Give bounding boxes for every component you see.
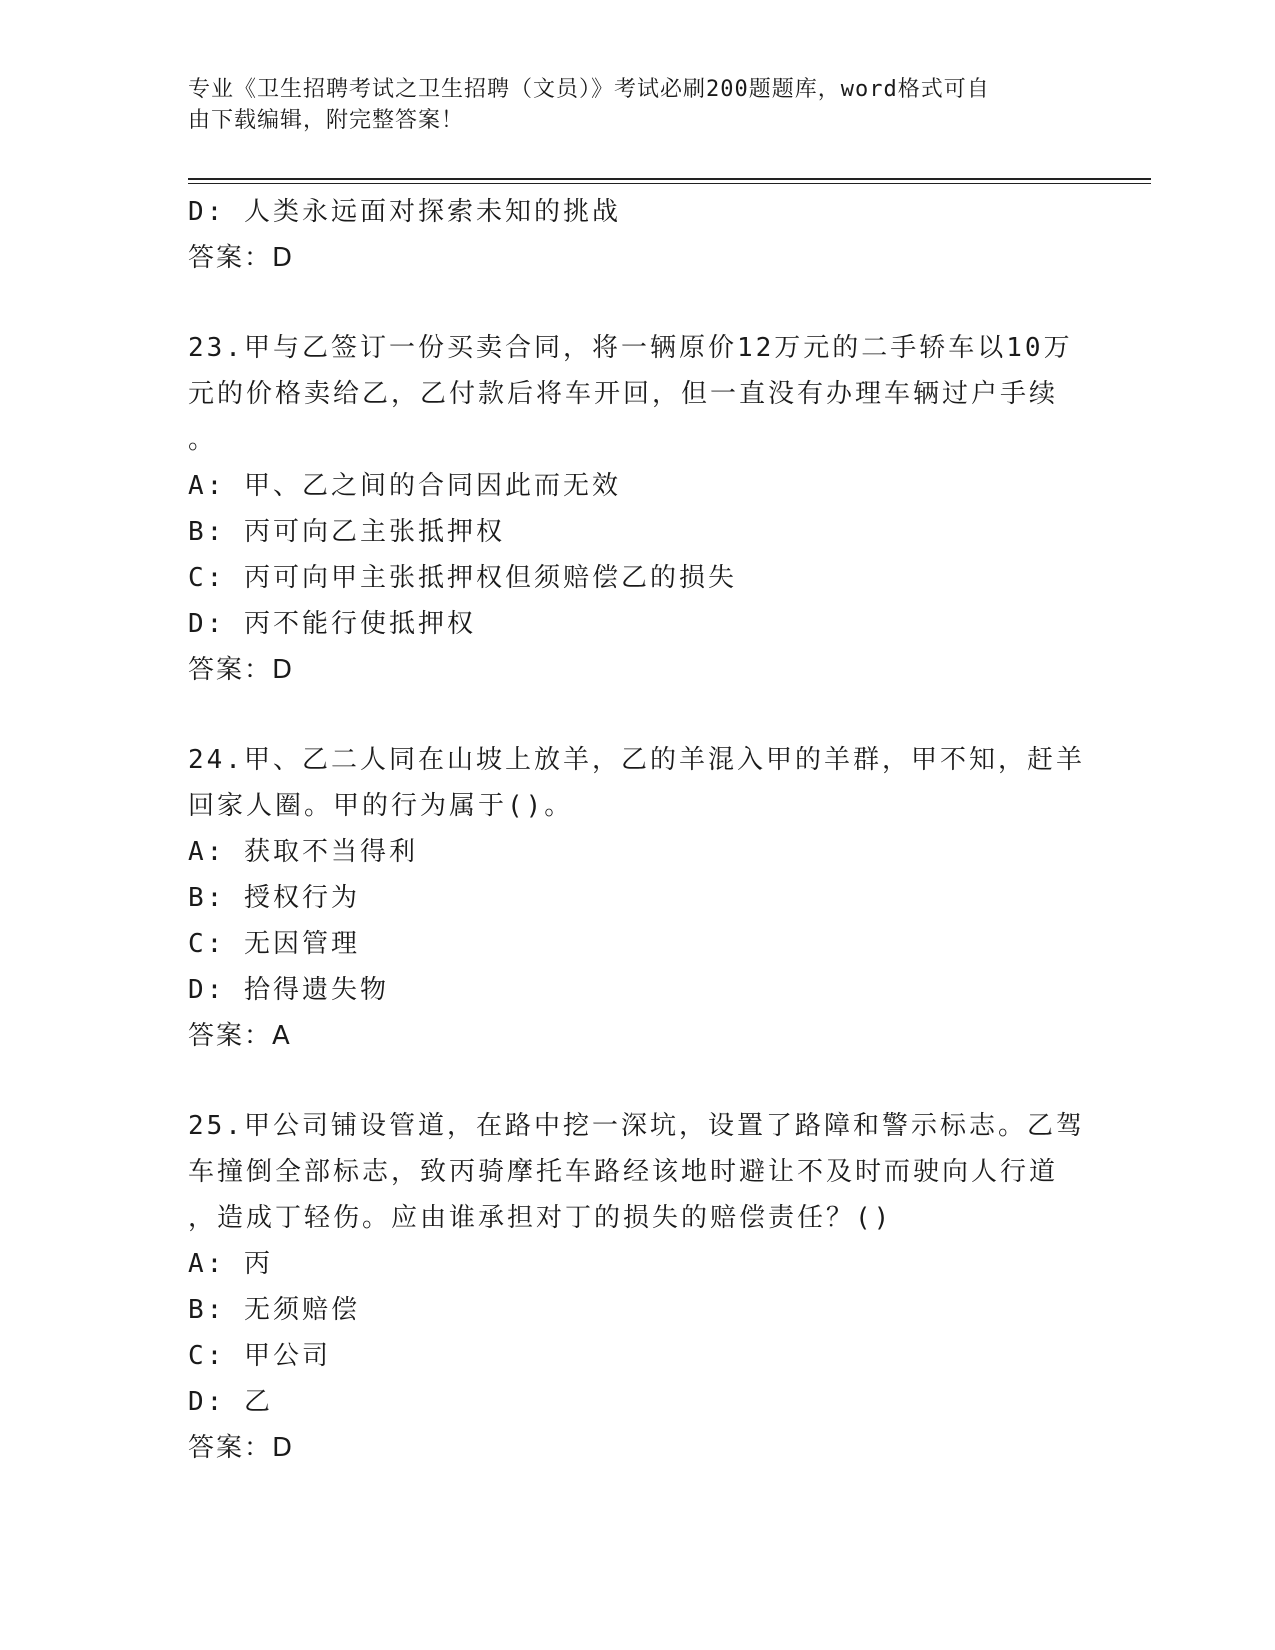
- answer-line: 答案：A: [188, 1021, 292, 1051]
- question-22-tail: [188, 189, 1068, 281]
- header-line-2: 由下载编辑，附完整答案！: [188, 108, 465, 133]
- question-text-line: 回家人圈。甲的行为属于()。: [188, 791, 574, 821]
- option-d: D: 乙: [188, 1387, 273, 1417]
- answer-line: 答案：D: [188, 243, 295, 273]
- option-d: D: 拾得遗失物: [188, 975, 389, 1005]
- spacer: [188, 693, 1068, 737]
- option-c: C: 无因管理: [188, 929, 360, 959]
- option-b: B: 无须赔偿: [188, 1295, 360, 1325]
- option-d: D: 人类永远面对探索未知的挑战: [188, 197, 621, 227]
- question-23: [188, 325, 1073, 693]
- header-line-1: 专业《卫生招聘考试之卫生招聘（文员）》考试必刷200题题库，word格式可自: [188, 77, 990, 102]
- option-b: B: 丙可向乙主张抵押权: [188, 517, 505, 547]
- document-header: [188, 74, 1068, 136]
- question-text-line: 。: [188, 425, 218, 455]
- spacer: [188, 281, 1068, 325]
- option-a: A: 获取不当得利: [188, 837, 418, 867]
- option-d: D: 丙不能行使抵押权: [188, 609, 476, 639]
- question-text-line: 25.甲公司铺设管道，在路中挖一深坑，设置了路障和警示标志。乙驾: [188, 1111, 1085, 1141]
- document-body: [188, 189, 1085, 1471]
- header-rule-thick: [188, 178, 1151, 180]
- option-a: A: 甲、乙之间的合同因此而无效: [188, 471, 621, 501]
- question-text-line: 23.甲与乙签订一份买卖合同，将一辆原价12万元的二手轿车以10万: [188, 333, 1073, 363]
- spacer: [188, 1059, 1068, 1103]
- option-c: C: 丙可向甲主张抵押权但须赔偿乙的损失: [188, 563, 737, 593]
- question-text-line: 车撞倒全部标志，致丙骑摩托车路经该地时避让不及时而驶向人行道: [188, 1157, 1059, 1187]
- option-a: A: 丙: [188, 1249, 273, 1279]
- option-c: C: 甲公司: [188, 1341, 331, 1371]
- question-text-line: 元的价格卖给乙，乙付款后将车开回，但一直没有办理车辆过户手续: [188, 379, 1059, 409]
- option-b: B: 授权行为: [188, 883, 360, 913]
- question-25: [188, 1103, 1085, 1471]
- answer-line: 答案：D: [188, 655, 295, 685]
- header-rule-thin: [188, 183, 1151, 184]
- question-24: [188, 737, 1085, 1059]
- question-text-line: ，造成丁轻伤。应由谁承担对丁的损失的赔偿责任？(): [188, 1203, 893, 1233]
- answer-line: 答案：D: [188, 1433, 295, 1463]
- question-text-line: 24.甲、乙二人同在山坡上放羊，乙的羊混入甲的羊群，甲不知，赶羊: [188, 745, 1085, 775]
